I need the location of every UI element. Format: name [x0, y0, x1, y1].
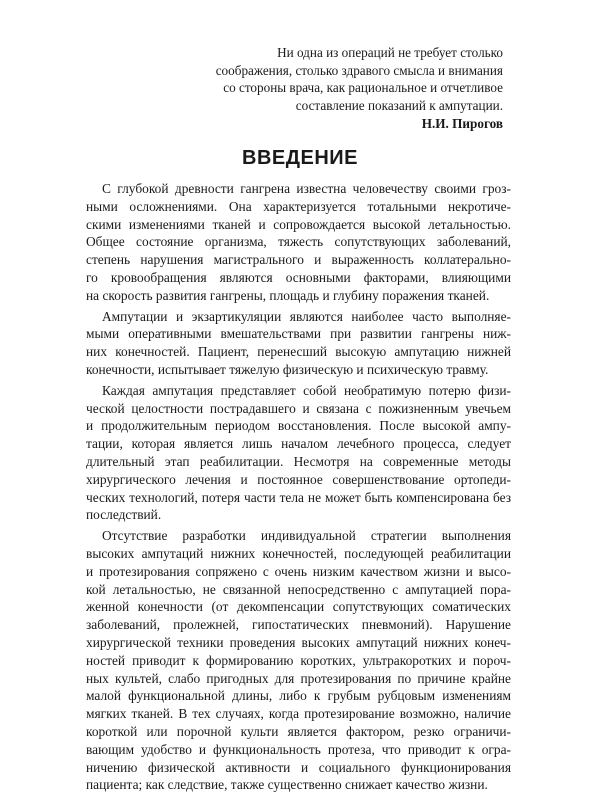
paragraph-line: длительный этап реабилитации. Несмотря на современные методы [86, 453, 511, 469]
epigraph-author: Н.И. Пирогов [421, 116, 503, 131]
paragraph-line: Отсутствие разработки индивидуальной стратегии выполнения [102, 528, 511, 544]
epigraph-line: составление показаний к ампутации. [295, 97, 503, 113]
paragraph-line: кой летальностью, не связанной непосредственно с ампутацией пора- [86, 581, 511, 597]
paragraph-line: го кровообращения являются основными факторами, влияющими [86, 269, 511, 285]
paragraph [86, 527, 511, 794]
paragraph-line: ных культей, слабо пригодных для протезирования по причине крайне [86, 670, 511, 686]
paragraph-line: них конечностей. Пациент, перенесший высокую ампутацию нижней [86, 344, 511, 360]
body-text [86, 180, 511, 797]
paragraph [86, 308, 511, 379]
paragraph-line: ностей приводит к формированию коротких, ультракоротких и пороч- [86, 652, 511, 668]
epigraph-line: со стороны врача, как рациональное и отчетливое [223, 80, 503, 95]
paragraph-line: тации, которая является лишь началом лечебного процесса, следует [86, 436, 511, 452]
paragraph-line: вающим удобство и функциональность протеза, что приводит к огра- [86, 741, 511, 757]
page-title: ВВЕДЕНИЕ [242, 147, 358, 169]
paragraph [86, 180, 511, 305]
paragraph-line: ческих технологий, потеря части тела не может быть компенсирована без [86, 489, 511, 505]
paragraph-line: Ампутации и экзартикуляции являются наиболее часто выполняе- [102, 308, 511, 324]
paragraph-line: ничению физической активности и социального функционирования [86, 759, 511, 775]
paragraph-line: пациента; как следствие, также существенно снижает качество жизни. [86, 777, 488, 793]
paragraph-line: мыми оперативными вмешательствами при развитии гангрены ниж- [86, 326, 511, 342]
paragraph-line: ными осложнениями. Она характеризуется тотальными некротиче- [86, 198, 511, 214]
paragraph-line: мягких тканей. В тех случаях, когда протезирование возможно, наличие [86, 706, 511, 722]
paragraph-line: последствий. [86, 507, 162, 523]
epigraph [183, 44, 503, 133]
paragraph-line: хирургического лечения и постоянное совершенствование ортопеди- [86, 471, 511, 487]
epigraph-line: соображения, столько здравого смысла и внимания [215, 62, 503, 78]
paragraph-line: женной конечности (от декомпенсации сопутствующих соматических [86, 599, 511, 615]
paragraph-line: и протезирования сопряжено с очень низким качеством жизни и высо- [86, 563, 511, 579]
paragraph-line: заболеваний, пролежней, гипостатических пневмоний). Нарушение [86, 617, 511, 633]
paragraph-line: на скорость развития гангрены, площадь и глубину поражения тканей. [86, 287, 490, 303]
paragraph-line: малой функциональной длины, либо к грубым рубцовым изменениям [86, 688, 511, 704]
paragraph [86, 382, 511, 524]
paragraph-line: высоких ампутаций нижних конечностей, последующей реабилитации [86, 545, 511, 561]
paragraph-line: С глубокой древности гангрена известна человечеству своими гроз- [102, 181, 511, 196]
paragraph-line: скими изменениями тканей и сопровождается высокой летальностью. [86, 216, 511, 232]
paragraph-line: ческой целостности пострадавшего и связана с пожизненным увечьем [86, 400, 511, 416]
paragraph-line: степень нарушения магистрального и выраженность коллатерально- [86, 252, 511, 268]
paragraph-line: Общее состояние организма, тяжесть сопутствующих заболеваний, [86, 234, 511, 250]
paragraph-line: хирургической техники проведения высоких ампутаций нижних конеч- [86, 634, 511, 650]
paragraph-line: конечности, испытывает тяжелую физическую и психическую травму. [86, 361, 489, 377]
paragraph-line: короткой или порочной культи является фактором, резко ограничи- [86, 723, 511, 739]
paragraph-line: Каждая ампутация представляет собой необратимую потерю физи- [102, 382, 511, 398]
epigraph-line: Ни одна из операций не требует столько [277, 45, 503, 60]
paragraph-line: и продолжительным периодом восстановления. После высокой ампу- [86, 418, 511, 434]
